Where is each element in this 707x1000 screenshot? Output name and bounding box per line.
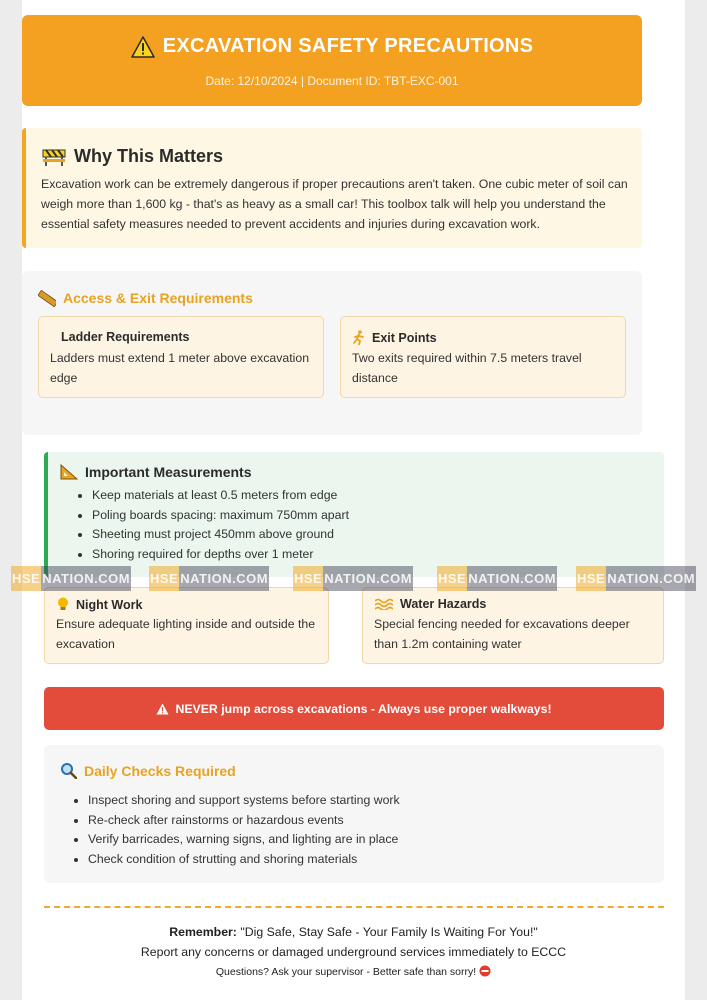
card-text: Special fencing needed for excavations deeper than 1.2m containing water (374, 617, 630, 651)
card-text: Ladders must extend 1 meter above excavation edge (50, 351, 310, 385)
list-item: Poling boards spacing: maximum 750mm apart (76, 506, 349, 526)
card-title: Ladder Requirements (61, 330, 190, 344)
exit-points-card (340, 316, 626, 398)
footer-remember: Remember: "Dig Safe, Stay Safe - Your Family Is Waiting For You!" (169, 925, 538, 939)
list-item: Verify barricades, warning signs, and lighting are in place (72, 830, 400, 850)
access-exit-section (22, 271, 642, 435)
watermark-strip (0, 565, 707, 591)
never-jump-alert (44, 687, 664, 730)
watermark-text: HSE NATION.COM (146, 565, 272, 591)
why-text: Excavation work can be extremely dangerous if proper precautions aren't taken. One cubic meter of soil can weigh more than 1,600 kg - that's as heavy as a small car! This toolbox talk will help you understand the essential safety measures needed to prevent accidents and injuries during excavation work. (41, 177, 628, 231)
measurements-list (76, 486, 349, 564)
card-text: Ensure adequate lighting inside and outside the excavation (56, 617, 316, 651)
list-item: Inspect shoring and support systems before starting work (72, 791, 400, 811)
card-title: Exit Points (372, 330, 437, 345)
footer-questions: Questions? Ask your supervisor - Better safe than sorry! (22, 965, 685, 978)
warning-icon (131, 36, 155, 58)
important-measurements-section (44, 452, 664, 577)
why-title: Why This Matters (74, 146, 224, 166)
ladder-requirements-card (38, 316, 324, 398)
daily-checks-title: Daily Checks Required (84, 762, 236, 779)
watermark-text: HSE NATION.COM (8, 565, 134, 591)
card-title: Night Work (76, 597, 143, 612)
access-exit-title: Access & Exit Requirements (63, 290, 253, 306)
card-text: Two exits required within 7.5 meters travel distance (352, 351, 582, 385)
why-this-matters-section (22, 128, 642, 248)
ruler-icon (38, 289, 56, 307)
magnifier-icon (60, 762, 77, 779)
list-item: Shoring required for depths over 1 meter (76, 545, 349, 565)
page-title: EXCAVATION SAFETY PRECAUTIONS (162, 35, 534, 57)
watermark-text: HSE NATION.COM (434, 565, 560, 591)
alert-text: NEVER jump across excavations - Always use proper walkways! (175, 701, 552, 716)
daily-checks-section (44, 745, 664, 883)
footer-report: Report any concerns or damaged underground services immediately to ECCC (140, 945, 567, 959)
light-bulb-icon (57, 597, 69, 612)
daily-checks-list (72, 791, 400, 869)
list-item: Sheeting must project 450mm above ground (76, 525, 349, 545)
list-item: Check condition of strutting and shoring materials (72, 850, 400, 870)
footer-divider (44, 906, 664, 908)
card-title: Water Hazards (400, 597, 487, 611)
watermark-text: HSE NATION.COM (290, 565, 416, 591)
header-banner (22, 15, 642, 106)
water-wave-icon (375, 598, 393, 610)
list-item: Re-check after rainstorms or hazardous events (72, 811, 400, 831)
measurements-title: Important Measurements (85, 464, 252, 480)
stop-sign-icon (479, 965, 491, 977)
warning-icon (156, 703, 169, 715)
set-square-icon (60, 464, 78, 480)
running-person-icon (353, 330, 365, 345)
document-meta: Date: 12/10/2024 | Document ID: TBT-EXC-001 (205, 74, 459, 88)
list-item: Keep materials at least 0.5 meters from edge (76, 486, 349, 506)
night-work-card (44, 587, 329, 664)
watermark-text: HSE NATION.COM (573, 565, 699, 591)
water-hazards-card (362, 587, 664, 664)
barrier-icon (42, 147, 66, 167)
